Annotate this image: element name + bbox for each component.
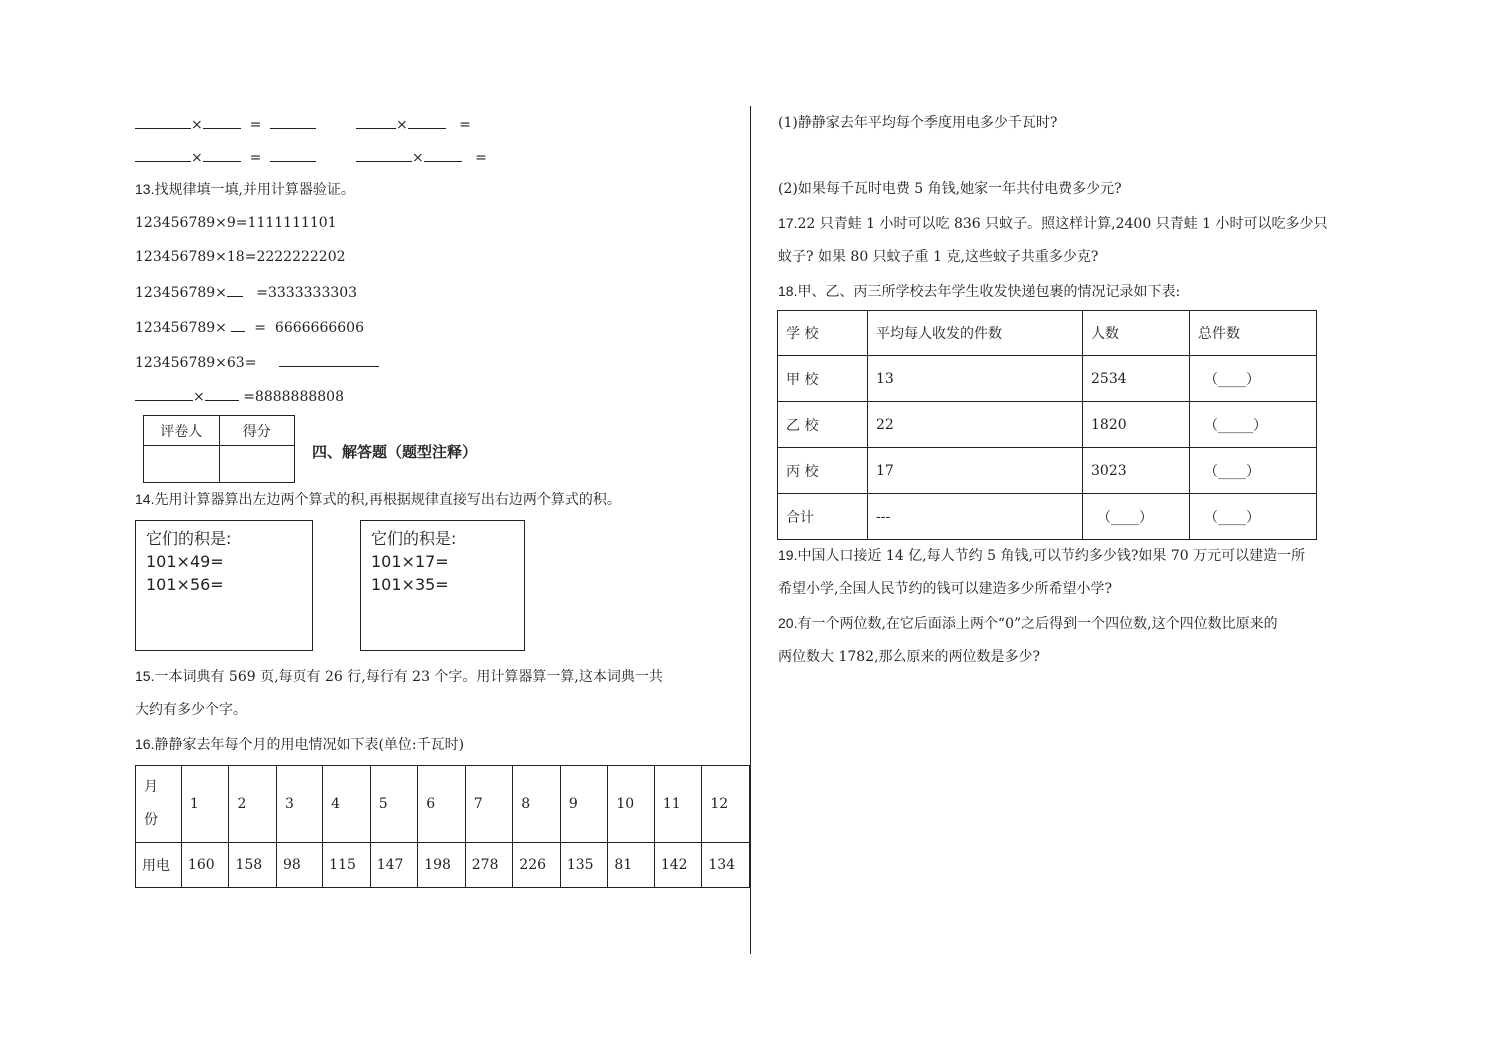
usage-cell: 160 — [181, 843, 229, 888]
answer-blank[interactable] — [135, 147, 191, 162]
box-content — [361, 521, 524, 596]
month-cell: 11 — [654, 766, 702, 843]
usage-cell: 147 — [370, 843, 418, 888]
avg-cell: 13 — [868, 356, 1083, 402]
column-divider — [750, 106, 751, 954]
usage-cell: 98 — [276, 843, 322, 888]
equals-sign: = — [249, 117, 262, 133]
people-cell: 2534 — [1083, 356, 1190, 402]
table-row — [778, 448, 1317, 494]
q13-line-2: 123456789×18=2222222202 — [135, 249, 346, 265]
box-content — [136, 521, 312, 596]
question-13 — [135, 180, 355, 199]
month-cell: 7 — [465, 766, 513, 843]
answer-box-left — [135, 520, 313, 651]
times-sign: × — [412, 150, 424, 166]
times-sign: × — [193, 389, 205, 405]
question-19 — [778, 546, 1305, 565]
question-number: 19. — [778, 547, 798, 563]
times-sign: × — [396, 117, 408, 133]
month-cell: 8 — [513, 766, 561, 843]
usage-header: 用电 — [136, 843, 182, 888]
fill-row-2a — [135, 147, 316, 167]
expression: 123456789× — [135, 285, 227, 301]
question-15 — [135, 667, 663, 686]
grader-header: 评卷人 — [144, 416, 220, 446]
score-header: 得分 — [219, 416, 295, 446]
month-cell: 6 — [418, 766, 466, 843]
box-heading: 它们的积是: — [146, 529, 232, 548]
expression: 123456789× — [135, 320, 227, 336]
result: 6666666606 — [274, 320, 364, 336]
usage-cell: 158 — [229, 843, 277, 888]
answer-blank[interactable] — [424, 147, 462, 162]
question-text: 有一个两位数,在它后面添上两个“0”之后得到一个四位数,这个四位数比原来的 — [797, 616, 1278, 632]
equals-sign: = — [475, 150, 487, 166]
answer-blank[interactable] — [205, 386, 239, 401]
question-16-part-1: (1)静静家去年平均每个季度用电多少千瓦时? — [778, 115, 1058, 131]
people-answer-cell[interactable]: （____） — [1083, 494, 1190, 540]
answer-blank[interactable] — [279, 352, 379, 367]
usage-cell: 81 — [608, 843, 654, 888]
avg-cell: 22 — [868, 402, 1083, 448]
question-20-cont: 两位数大 1782,那么原来的两位数是多少? — [778, 649, 1041, 665]
fill-row-1b — [356, 114, 471, 134]
question-number: 15. — [135, 668, 155, 684]
q13-line-3 — [135, 282, 357, 302]
answer-blank[interactable] — [408, 114, 446, 129]
month-cell: 3 — [276, 766, 322, 843]
table-row — [778, 356, 1317, 402]
answer-blank[interactable] — [135, 386, 193, 401]
header-char: 份 — [144, 812, 158, 828]
month-cell: 1 — [181, 766, 229, 843]
question-number: 14. — [135, 491, 155, 507]
answer-blank[interactable] — [203, 147, 241, 162]
equals-sign: = — [249, 150, 262, 166]
equals-sign: = — [459, 117, 471, 133]
grader-cell[interactable] — [144, 446, 220, 483]
people-cell: 1820 — [1083, 402, 1190, 448]
section-heading: 四、解答题（题型注释） — [312, 443, 478, 461]
electricity-usage-table — [135, 765, 750, 888]
box-expression: 101×35= — [371, 575, 449, 594]
q13-line-6 — [135, 386, 344, 406]
question-text: 甲、乙、丙三所学校去年学生收发快递包裹的情况记录如下表: — [797, 284, 1181, 300]
month-header — [136, 766, 182, 843]
question-text: 22 只青蛙 1 小时可以吃 836 只蚊子。照这样计算,2400 只青蛙 1 小时可以吃多少只 — [797, 216, 1328, 232]
question-text: 先用计算器算出左边两个算式的积,再根据规律直接写出右边两个算式的积。 — [154, 492, 621, 508]
q13-line-4 — [135, 317, 364, 337]
month-cell: 5 — [370, 766, 418, 843]
question-number: 13. — [135, 181, 155, 197]
question-14 — [135, 490, 621, 509]
question-15-cont: 大约有多少个字。 — [135, 702, 247, 718]
answer-blank[interactable] — [356, 147, 412, 162]
times-sign: × — [191, 117, 203, 133]
answer-blank[interactable] — [203, 114, 241, 129]
table-header: 学 校 — [778, 311, 868, 356]
usage-cell: 278 — [465, 843, 513, 888]
total-answer-cell[interactable]: （_____） — [1190, 402, 1317, 448]
table-header: 人数 — [1083, 311, 1190, 356]
question-17-cont: 蚊子? 如果 80 只蚊子重 1 克,这些蚊子共重多少克? — [778, 249, 1099, 265]
answer-blank[interactable] — [135, 114, 191, 129]
table-row — [778, 494, 1317, 540]
question-19-cont: 希望小学,全国人民节约的钱可以建造多少所希望小学? — [778, 581, 1112, 597]
usage-cell: 115 — [323, 843, 371, 888]
answer-blank[interactable] — [270, 147, 316, 162]
question-number: 20. — [778, 615, 798, 631]
score-cell[interactable] — [219, 446, 295, 483]
equals-sign: = — [254, 320, 266, 336]
usage-cell: 226 — [513, 843, 561, 888]
result: =8888888808 — [243, 389, 344, 405]
score-table — [143, 415, 295, 483]
answer-box-right — [360, 520, 525, 651]
month-cell: 10 — [608, 766, 654, 843]
fill-row-2b — [356, 147, 487, 167]
total-answer-cell[interactable]: （____） — [1190, 448, 1317, 494]
month-cell: 12 — [702, 766, 750, 843]
box-heading: 它们的积是: — [371, 529, 457, 548]
question-text: 找规律填一填,并用计算器验证。 — [154, 182, 355, 198]
school-cell: 丙 校 — [778, 448, 868, 494]
answer-blank[interactable] — [227, 282, 243, 297]
total-answer-cell[interactable]: （____） — [1190, 356, 1317, 402]
question-16 — [135, 735, 464, 754]
total-label-cell: 合计 — [778, 494, 868, 540]
table-header: 总件数 — [1190, 311, 1317, 356]
avg-cell: 17 — [868, 448, 1083, 494]
month-cell: 4 — [323, 766, 371, 843]
table-row — [778, 402, 1317, 448]
table-header: 平均每人收发的件数 — [868, 311, 1083, 356]
total-answer-cell[interactable]: （____） — [1190, 494, 1317, 540]
expression: 123456789×63= — [135, 355, 257, 371]
q13-line-1: 123456789×9=1111111101 — [135, 215, 337, 231]
question-text: 一本词典有 569 页,每页有 26 行,每行有 23 个字。用计算器算一算,这本词典一共 — [154, 669, 663, 685]
question-number: 17. — [778, 215, 798, 231]
people-cell: 3023 — [1083, 448, 1190, 494]
box-expression: 101×17= — [371, 552, 449, 571]
answer-blank[interactable] — [356, 114, 396, 129]
answer-blank[interactable] — [270, 114, 316, 129]
answer-blank[interactable] — [231, 317, 245, 332]
question-18 — [778, 282, 1180, 301]
usage-cell: 142 — [654, 843, 702, 888]
result: =3333333303 — [256, 285, 358, 301]
question-16-part-2: (2)如果每千瓦时电费 5 角钱,她家一年共付电费多少元? — [778, 181, 1122, 197]
times-sign: × — [191, 150, 203, 166]
q13-line-5 — [135, 352, 379, 372]
school-cell: 乙 校 — [778, 402, 868, 448]
question-number: 16. — [135, 736, 155, 752]
question-text: 静静家去年每个月的用电情况如下表(单位:千瓦时) — [154, 737, 465, 753]
question-20 — [778, 614, 1278, 633]
question-number: 18. — [778, 283, 798, 299]
avg-cell: --- — [868, 494, 1083, 540]
question-text: 中国人口接近 14 亿,每人节约 5 角钱,可以节约多少钱?如果 70 万元可以建造一所 — [797, 548, 1306, 564]
month-cell: 2 — [229, 766, 277, 843]
parcel-table — [777, 310, 1317, 540]
usage-cell: 135 — [560, 843, 608, 888]
month-cell: 9 — [560, 766, 608, 843]
school-cell: 甲 校 — [778, 356, 868, 402]
header-char: 月 — [144, 779, 158, 795]
fill-row-1a — [135, 114, 316, 134]
question-17 — [778, 214, 1328, 233]
box-expression: 101×56= — [146, 575, 224, 594]
usage-cell: 198 — [418, 843, 466, 888]
box-expression: 101×49= — [146, 552, 224, 571]
usage-table-clip — [135, 765, 750, 889]
usage-cell: 134 — [702, 843, 750, 888]
